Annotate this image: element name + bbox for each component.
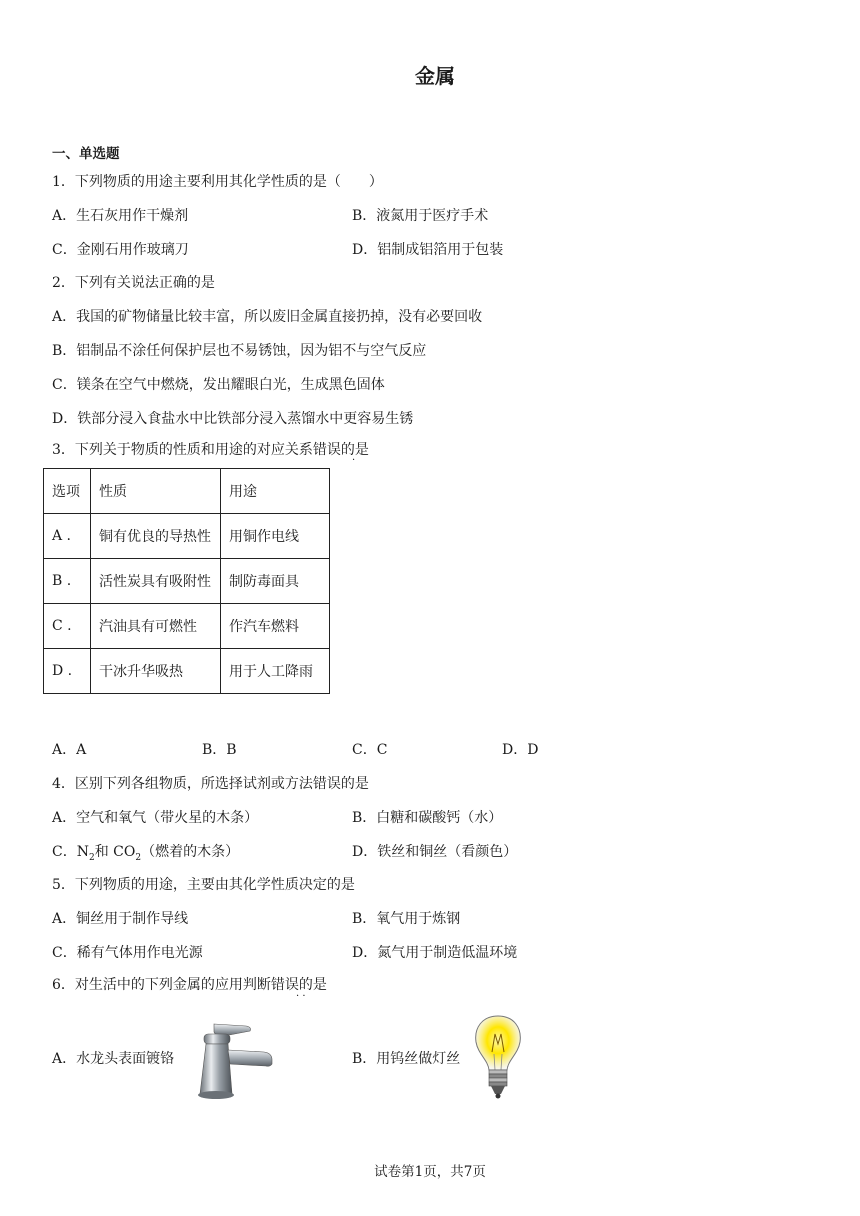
table-cell: 活性炭具有吸附性 [91, 559, 221, 604]
table-cell: A . [44, 514, 91, 559]
q5-stem: 5．下列物质的用途，主要由其化学性质决定的是 [52, 877, 355, 893]
table-header-cell: 选项 [44, 469, 91, 514]
q6-option-b: B．用钨丝做灯丝 [352, 1051, 461, 1067]
emphasis-dots: · · [296, 991, 306, 1002]
q2-option-a: A．我国的矿物储量比较丰富，所以废旧金属直接扔掉，没有必要回收 [52, 309, 483, 325]
q5-option-d: D．氮气用于制造低温环境 [352, 945, 518, 961]
faucet-icon [184, 1020, 276, 1100]
q2-option-c: C．镁条在空气中燃烧，发出耀眼白光，生成黑色固体 [52, 377, 385, 393]
table-cell: 用于人工降雨 [221, 649, 330, 694]
q3-option-a: A．A [52, 742, 87, 758]
q4-option-b: B．白糖和碳酸钙（水） [352, 810, 503, 826]
table-cell: 用铜作电线 [221, 514, 330, 559]
table-row [44, 514, 330, 559]
q3-option-d: D．D [502, 742, 539, 758]
q4-option-d: D．铁丝和铜丝（看颜色） [352, 844, 518, 860]
q3-option-b: B．B [202, 742, 237, 758]
q4-stem: 4．区别下列各组物质，所选择试剂或方法错误的是 [52, 776, 369, 792]
table-cell: 作汽车燃料 [221, 604, 330, 649]
table-header-cell: 性质 [91, 469, 221, 514]
q1-stem: 1．下列物质的用途主要利用其化学性质的是（ ） [52, 174, 383, 190]
light-bulb-icon [470, 1012, 526, 1102]
q3-stem: 3．下列关于物质的性质和用途的对应关系错误的是 [52, 442, 369, 458]
q1-option-b: B．液氮用于医疗手术 [352, 208, 489, 224]
q5-option-c: C．稀有气体用作电光源 [52, 945, 203, 961]
q1-option-d: D．铝制成铝箔用于包装 [352, 242, 504, 258]
table-cell: 制防毒面具 [221, 559, 330, 604]
q3-option-c: C．C [352, 742, 388, 758]
table-cell: D . [44, 649, 91, 694]
table-cell: B . [44, 559, 91, 604]
q1-option-a: A．生石灰用作干燥剂 [52, 208, 189, 224]
table-row [44, 559, 330, 604]
table-cell: 铜有优良的导热性 [91, 514, 221, 559]
q2-option-b: B．铝制品不涂任何保护层也不易锈蚀，因为铝不与空气反应 [52, 343, 427, 359]
table-row [44, 604, 330, 649]
q4-option-a: A．空气和氧气（带火星的木条） [52, 810, 259, 826]
table-row [44, 649, 330, 694]
table-cell: C . [44, 604, 91, 649]
page-footer: 试卷第1页，共7页 [374, 1164, 486, 1180]
q6-option-a: A．水龙头表面镀铬 [52, 1051, 175, 1067]
table-header-row [44, 469, 330, 514]
page-title: 金属 [415, 64, 455, 88]
table-cell: 汽油具有可燃性 [91, 604, 221, 649]
q3-table [43, 468, 330, 694]
q4-option-c: C．$N_2$和 $CO_2$（燃着的木条） [52, 844, 240, 863]
q2-option-d: D．铁部分浸入食盐水中比铁部分浸入蒸馏水中更容易生锈 [52, 411, 414, 427]
section-heading: 一、单选题 [52, 146, 120, 162]
table-header-cell: 用途 [221, 469, 330, 514]
q1-option-c: C．金刚石用作玻璃刀 [52, 242, 189, 258]
q5-option-a: A．铜丝用于制作导线 [52, 911, 189, 927]
q6-stem: 6．对生活中的下列金属的应用判断错误的是 [52, 977, 327, 993]
table-cell: 干冰升华吸热 [91, 649, 221, 694]
q5-option-b: B．氧气用于炼钢 [352, 911, 461, 927]
emphasis-dot: · [352, 455, 356, 466]
q2-stem: 2．下列有关说法正确的是 [52, 275, 215, 291]
